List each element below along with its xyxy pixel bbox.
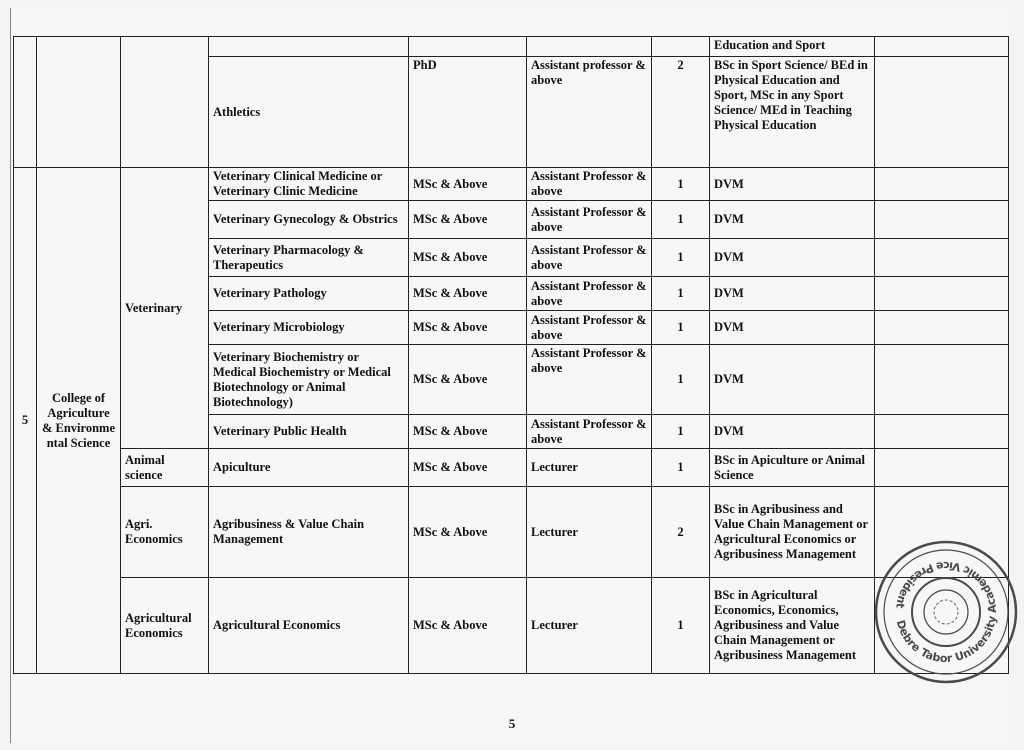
rank-cell: Assistant Professor & above: [527, 311, 652, 345]
table-row: [14, 487, 1009, 578]
rank-cell: Assistant Professor & above: [527, 168, 652, 201]
qualification-cell: DVM: [710, 168, 875, 201]
degree-cell: MSc & Above: [409, 415, 527, 449]
table-row: [14, 578, 1009, 674]
specialization-cell: Veterinary Pharmacology & Therapeutics: [209, 239, 409, 277]
table-row: [14, 449, 1009, 487]
rank-cell: Assistant Professor & above: [527, 201, 652, 239]
specialization-cell: Veterinary Clinical Medicine or Veterinary Clinic Medicine: [209, 168, 409, 201]
qualification-cell: BSc in Apiculture or Animal Science: [710, 449, 875, 487]
specialization-cell: Veterinary Public Health: [209, 415, 409, 449]
qualification-cell: DVM: [710, 277, 875, 311]
count-cell: 1: [652, 201, 710, 239]
count-cell: 2: [652, 487, 710, 578]
degree-cell: MSc & Above: [409, 277, 527, 311]
degree-cell: MSc & Above: [409, 168, 527, 201]
official-stamp-icon: [872, 538, 1020, 686]
specialization-cell: Veterinary Microbiology: [209, 311, 409, 345]
rank-cell: Assistant professor & above: [527, 57, 652, 168]
count-cell: 1: [652, 345, 710, 415]
vacancy-table: [13, 36, 1009, 674]
count-cell: 1: [652, 239, 710, 277]
count-cell: 1: [652, 449, 710, 487]
qualification-cell: BSc in Agricultural Economics, Economics, Agribusiness and Value Chain Management or Agribusiness Management: [710, 578, 875, 674]
count-cell: [652, 37, 710, 57]
remark-cell: [875, 311, 1009, 345]
degree-cell: MSc & Above: [409, 345, 527, 415]
remark-cell: [875, 201, 1009, 239]
rank-cell: Lecturer: [527, 487, 652, 578]
remark-cell: [875, 415, 1009, 449]
rank-cell: Assistant Professor & above: [527, 415, 652, 449]
qualification-cell: DVM: [710, 201, 875, 239]
page-number: 5: [508, 716, 516, 731]
college-name-cell: College of Agriculture & Environme ntal Science: [37, 168, 121, 674]
remark-cell: [875, 37, 1009, 57]
remark-cell: [875, 239, 1009, 277]
count-cell: 1: [652, 277, 710, 311]
department-cell: Veterinary: [121, 168, 209, 449]
count-cell: 1: [652, 415, 710, 449]
qualification-cell: Education and Sport: [710, 37, 875, 57]
degree-cell: [409, 37, 527, 57]
specialization-cell: Veterinary Pathology: [209, 277, 409, 311]
remark-cell: [875, 168, 1009, 201]
remark-cell: [875, 57, 1009, 168]
rank-cell: Lecturer: [527, 578, 652, 674]
rank-cell: Assistant Professor & above: [527, 277, 652, 311]
rank-cell: Assistant Professor & above: [527, 239, 652, 277]
degree-cell: MSc & Above: [409, 578, 527, 674]
rank-cell: [527, 37, 652, 57]
department-cell: Agri. Economics: [121, 487, 209, 578]
remark-cell: [875, 277, 1009, 311]
remark-cell: [875, 449, 1009, 487]
qualification-cell: DVM: [710, 415, 875, 449]
specialization-cell: [209, 37, 409, 57]
table-row: [14, 168, 1009, 201]
department-cell: Agricultural Economics: [121, 578, 209, 674]
specialization-cell: Veterinary Biochemistry or Medical Biochemistry or Medical Biotechnology or Animal Biotechnology): [209, 345, 409, 415]
remark-cell: [875, 345, 1009, 415]
college-cell: [37, 37, 121, 168]
degree-cell: MSc & Above: [409, 487, 527, 578]
qualification-cell: DVM: [710, 345, 875, 415]
specialization-cell: Agribusiness & Value Chain Management: [209, 487, 409, 578]
department-cell: Animal science: [121, 449, 209, 487]
qualification-cell: DVM: [710, 311, 875, 345]
row-number-cell: [14, 37, 37, 168]
specialization-cell: Veterinary Gynecology & Obstrics: [209, 201, 409, 239]
specialization-cell: Athletics: [209, 57, 409, 168]
count-cell: 1: [652, 311, 710, 345]
qualification-cell: BSc in Agribusiness and Value Chain Management or Agricultural Economics or Agribusiness Management: [710, 487, 875, 578]
row-number-cell: 5: [14, 168, 37, 674]
count-cell: 2: [652, 57, 710, 168]
specialization-cell: Agricultural Economics: [209, 578, 409, 674]
degree-cell: MSc & Above: [409, 311, 527, 345]
count-cell: 1: [652, 168, 710, 201]
degree-cell: MSc & Above: [409, 239, 527, 277]
degree-cell: MSc & Above: [409, 201, 527, 239]
department-cell: [121, 37, 209, 168]
rank-cell: Assistant Professor & above: [527, 345, 652, 415]
svg-text:Debre Tabor University Academi: Debre Tabor University Academic Vice President: [893, 558, 1000, 666]
count-cell: 1: [652, 578, 710, 674]
table-row: [14, 37, 1009, 57]
rank-cell: Lecturer: [527, 449, 652, 487]
degree-cell: MSc & Above: [409, 449, 527, 487]
specialization-cell: Apiculture: [209, 449, 409, 487]
qualification-cell: DVM: [710, 239, 875, 277]
degree-cell: PhD: [409, 57, 527, 168]
qualification-cell: BSc in Sport Science/ BEd in Physical Education and Sport, MSc in any Sport Science/ MEd in Teaching Physical Education: [710, 57, 875, 168]
